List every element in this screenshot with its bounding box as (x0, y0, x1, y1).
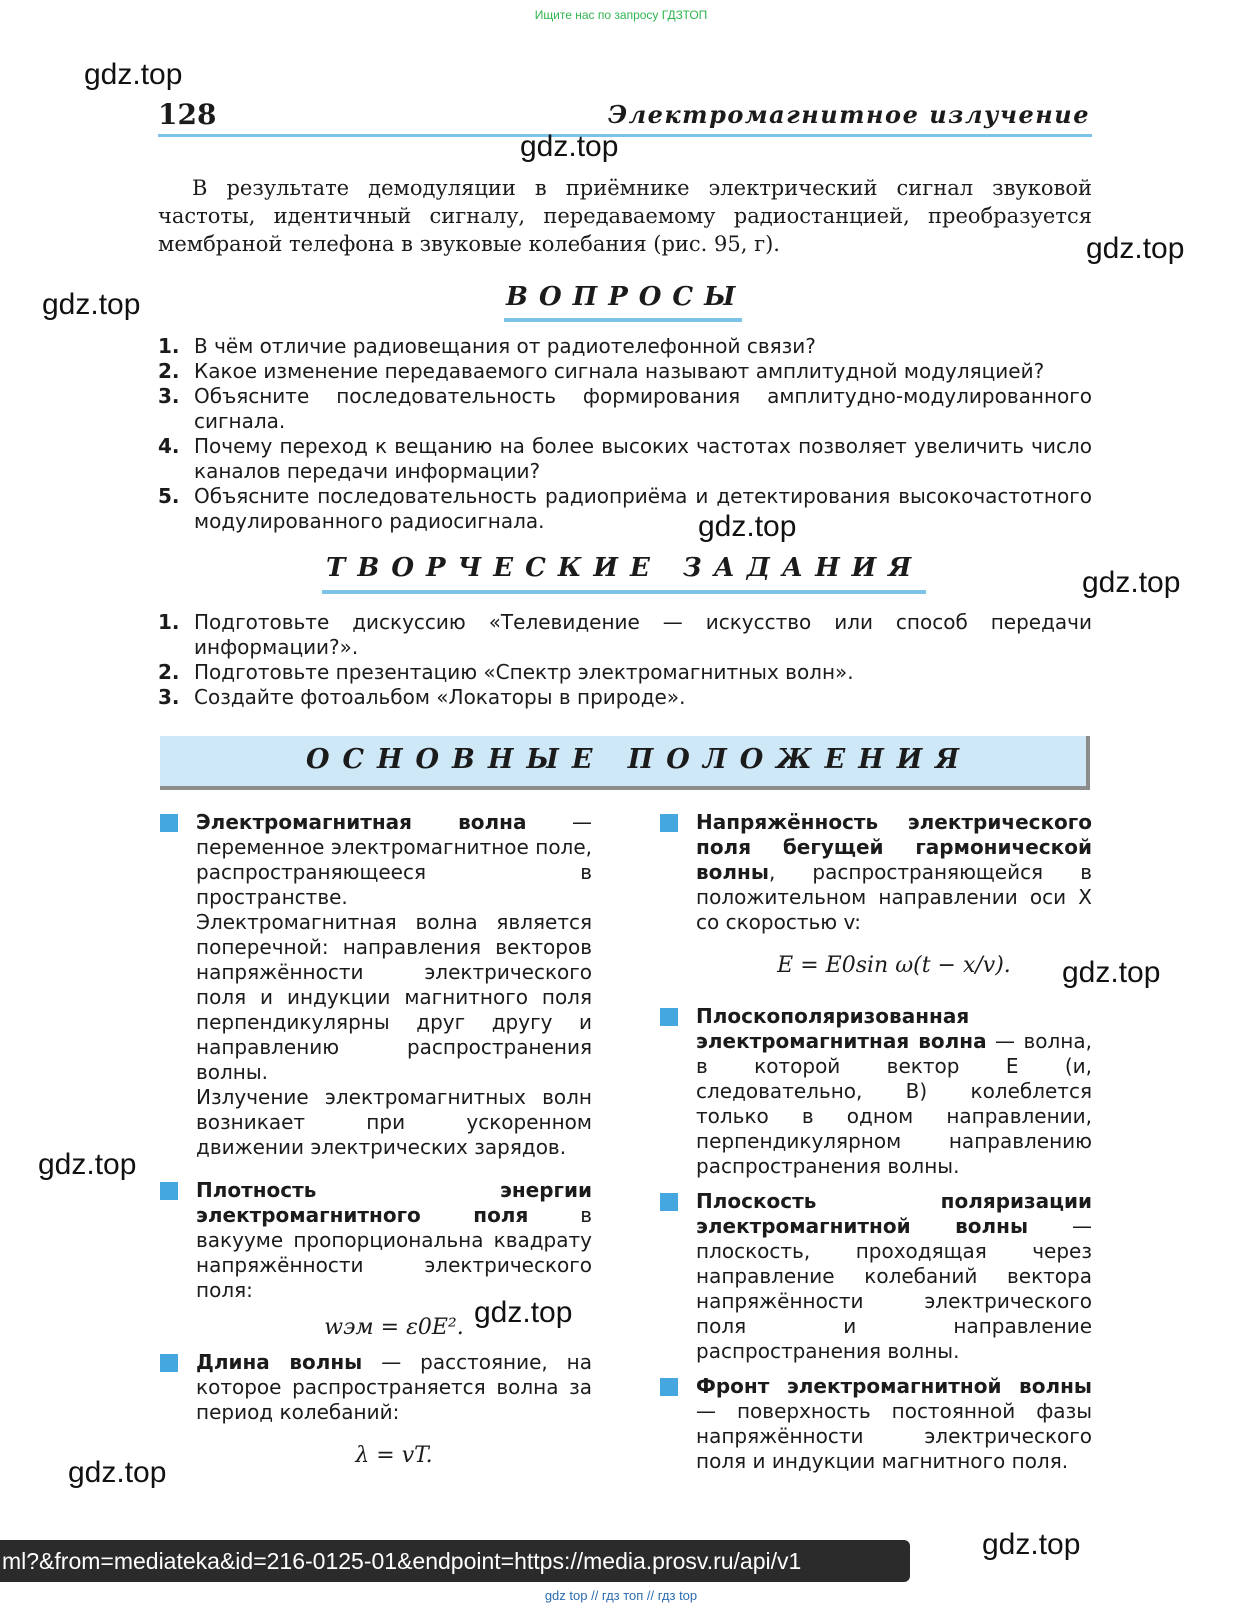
list-item (158, 610, 1092, 660)
list-item (158, 484, 1092, 534)
task-number: 2. (158, 660, 180, 684)
square-bullet-icon (660, 1193, 678, 1211)
watermark: gdz.top (1062, 956, 1161, 989)
definition-text: в вакууме пропорциональна квадрату напряжённости электрического поля: (196, 1203, 592, 1302)
watermark: gdz.top (1086, 232, 1185, 265)
list-item (158, 359, 1092, 384)
definition-text: — плоскость, проходящая через направление колебаний вектора напряжённости электрического поля и направление распространения волны. (696, 1214, 1092, 1363)
square-bullet-icon (660, 814, 678, 832)
definition-term: Напряжённость электрического поля бегущей гармонической волны (696, 810, 1092, 884)
square-bullet-icon (160, 1354, 178, 1372)
header-rule (158, 134, 1092, 137)
question-number: 1. (158, 334, 180, 358)
question-number: 3. (158, 384, 180, 408)
questions-list (158, 334, 1092, 534)
square-bullet-icon (160, 1182, 178, 1200)
question-text: Почему переход к вещанию на более высоких частотах позволяет увеличить число каналов передачи информации? (194, 434, 1092, 483)
definition-text: — поверхность постоянной фазы напряжённости электрического поля и индукции магнитного поля. (696, 1399, 1092, 1473)
question-text: В чём отличие радиовещания от радиотелефонной связи? (194, 334, 816, 358)
task-text: Создайте фотоальбом «Локаторы в природе». (194, 685, 686, 709)
main-points-banner (160, 736, 1090, 790)
watermark: gdz.top (698, 510, 797, 543)
questions-underline (504, 318, 742, 322)
main-points-right-column (660, 810, 1092, 1484)
watermark: gdz.top (38, 1148, 137, 1181)
intro-paragraph: В результате демодуляции в приёмнике электрический сигнал звуковой частоты, идентичный сигналу, передаваемому радиостанцией, преобразуется мембраной телефона в звуковые колебания (рис. 95, г). (158, 176, 1092, 256)
square-bullet-icon (660, 1008, 678, 1026)
definition-item (660, 1189, 1092, 1364)
questions-heading: ВОПРОСЫ (506, 282, 747, 312)
question-number: 2. (158, 359, 180, 383)
definition-text: , распространяющейся в положительном направлении оси X со скоростью v: (696, 860, 1092, 934)
question-text: Объясните последовательность формирования амплитудно-модулированного сигнала. (194, 384, 1092, 433)
definition-term: Длина волны (196, 1350, 363, 1374)
page-number: 128 (158, 98, 217, 131)
question-text: Объясните последовательность радиоприёма и детектирования высокочастотного модулированного радиосигнала. (194, 484, 1092, 533)
definition-item (160, 1350, 592, 1468)
task-number: 3. (158, 685, 180, 709)
definition-item (660, 1374, 1092, 1474)
definition-item (160, 810, 592, 1160)
list-item (158, 434, 1092, 484)
list-item (158, 334, 1092, 359)
watermark: gdz.top (68, 1456, 167, 1489)
list-item (158, 660, 1092, 685)
definition-term: Плотность энергии электромагнитного поля (196, 1178, 592, 1227)
watermark: gdz.top (520, 130, 619, 163)
definition-term: Фронт электромагнитной волны (696, 1374, 1092, 1398)
formula-wave-field: E = E0sin ω(t − x/v). (777, 953, 1011, 978)
question-number: 4. (158, 434, 180, 458)
definition-term: Плоскость поляризации электромагнитной волны (696, 1189, 1092, 1238)
question-number: 5. (158, 484, 180, 508)
task-number: 1. (158, 610, 180, 634)
main-points-heading: ОСНОВНЫЕ ПОЛОЖЕНИЯ (306, 744, 973, 775)
watermark: gdz.top (1082, 566, 1181, 599)
list-item (158, 685, 1092, 710)
definition-text: — расстояние, на которое распространяется волна за период колебаний: (196, 1350, 592, 1424)
tasks-underline (322, 590, 926, 594)
chapter-title: Электромагнитное излучение (608, 100, 1091, 129)
watermark: gdz.top (474, 1296, 573, 1329)
definition-extra: Электромагнитная волна является поперечной: направления векторов напряжённости электрического поля и индукции магнитного поля перпендикулярны друг другу и направлению распространения волны. (196, 910, 592, 1084)
url-bar[interactable]: ml?&from=mediateka&id=216-0125-01&endpoint=https://media.prosv.ru/api/v1 (0, 1540, 910, 1582)
square-bullet-icon (160, 814, 178, 832)
main-points-left-column (160, 810, 592, 1478)
definition-term: Плоскополяризованная электромагнитная волна (696, 1004, 987, 1053)
tasks-list (158, 610, 1092, 710)
definition-text: — волна, в которой вектор E (и, следовательно, B) колеблется только в одном направлении, перпендикулярном направлению распространения волны. (696, 1029, 1092, 1178)
list-item (158, 384, 1092, 434)
task-text: Подготовьте презентацию «Спектр электромагнитных волн». (194, 660, 854, 684)
bottom-links[interactable]: gdz top // гдз топ // гдз top (0, 1582, 1242, 1610)
top-banner: Ищите нас по запросу ГДЗТОП (0, 0, 1242, 31)
watermark: gdz.top (42, 288, 141, 321)
formula-energy-density: wэм = ε0E². (324, 1315, 464, 1340)
watermark: gdz.top (982, 1528, 1081, 1561)
tasks-heading: ТВОРЧЕСКИЕ ЗАДАНИЯ (326, 553, 924, 583)
square-bullet-icon (660, 1378, 678, 1396)
definition-extra: Излучение электромагнитных волн возникает при ускоренном движении электрических зарядов. (196, 1085, 592, 1159)
formula-wavelength: λ = vT. (355, 1443, 433, 1468)
task-text: Подготовьте дискуссию «Телевидение — искусство или способ передачи информации?». (194, 610, 1092, 659)
definition-item (660, 810, 1092, 978)
definition-term: Электромагнитная волна (196, 810, 527, 834)
definition-text: — переменное электромагнитное поле, распространяющееся в пространстве. (196, 810, 593, 909)
watermark: gdz.top (84, 58, 183, 91)
question-text: Какое изменение передаваемого сигнала называют амплитудной модуляцией? (194, 359, 1045, 383)
definition-item (660, 1004, 1092, 1179)
